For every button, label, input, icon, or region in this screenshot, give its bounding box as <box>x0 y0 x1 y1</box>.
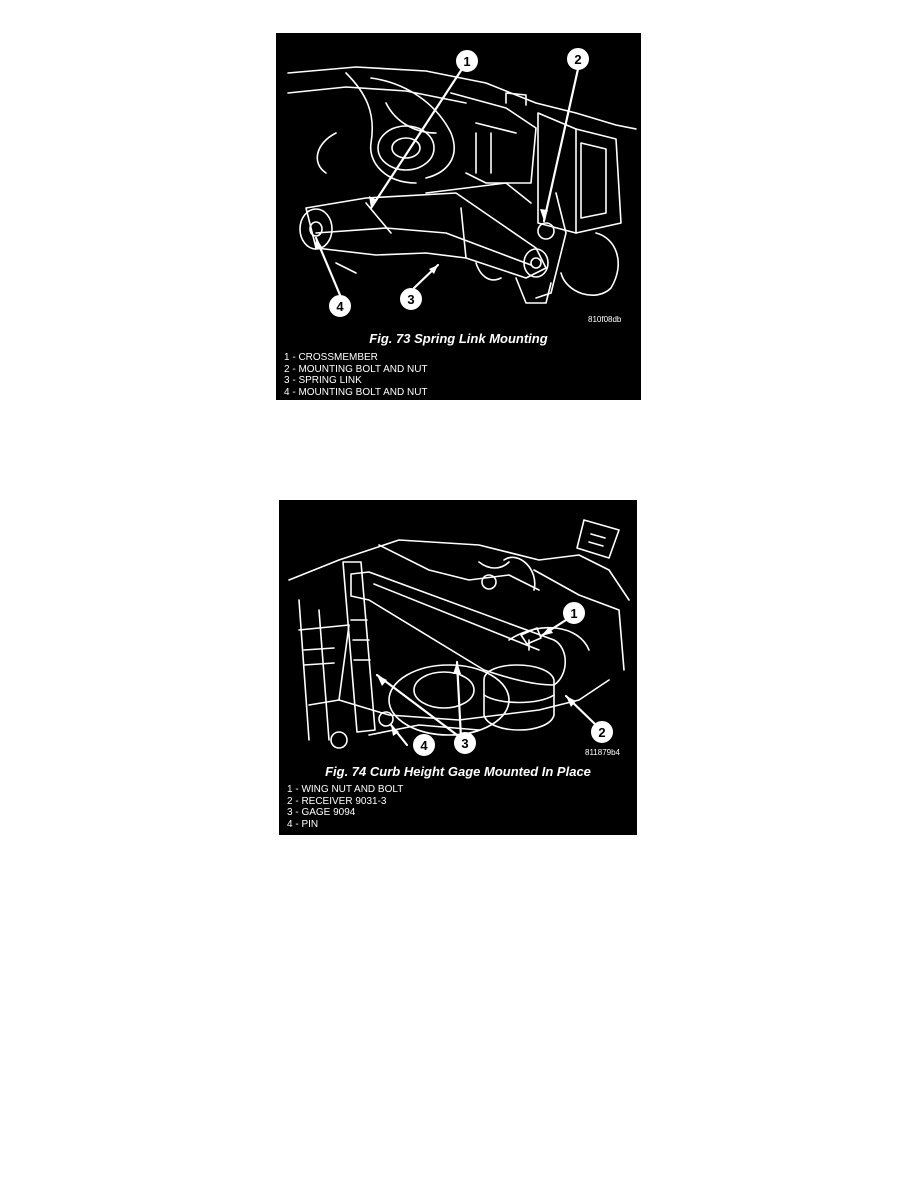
figure-caption: Fig. 74 Curb Height Gage Mounted In Place <box>325 764 591 779</box>
callout-2: 2 <box>574 52 582 67</box>
callout-4: 4 <box>420 738 428 753</box>
callout-2: 2 <box>598 725 606 740</box>
legend-item: 4 - MOUNTING BOLT AND NUT <box>284 386 428 398</box>
legend-item: 3 - GAGE 9094 <box>287 807 356 818</box>
legend-item: 2 - RECEIVER 9031-3 <box>287 795 387 807</box>
legend-item: 1 - WING NUT AND BOLT <box>287 784 404 795</box>
figure-74 <box>279 500 637 835</box>
legend-item: 2 - MOUNTING BOLT AND NUT <box>284 363 428 375</box>
legend-item: 4 - PIN <box>287 818 319 830</box>
legend-item: 1 - CROSSMEMBER <box>284 352 378 363</box>
figure-caption: Fig. 73 Spring Link Mounting <box>369 331 548 346</box>
figure-legend <box>287 784 403 830</box>
spring-link-illustration <box>276 33 641 323</box>
callout-4: 4 <box>336 299 344 314</box>
callout-3: 3 <box>407 292 415 307</box>
figure-legend <box>284 352 428 398</box>
image-code: 810f08db <box>588 315 622 324</box>
callout-1: 1 <box>463 54 471 69</box>
image-code: 811879b4 <box>585 748 620 757</box>
callout-1: 1 <box>570 606 578 621</box>
callout-3: 3 <box>461 736 469 751</box>
figure-73 <box>276 33 641 400</box>
curb-height-gage-illustration <box>279 500 637 760</box>
legend-item: 3 - SPRING LINK <box>284 375 362 386</box>
